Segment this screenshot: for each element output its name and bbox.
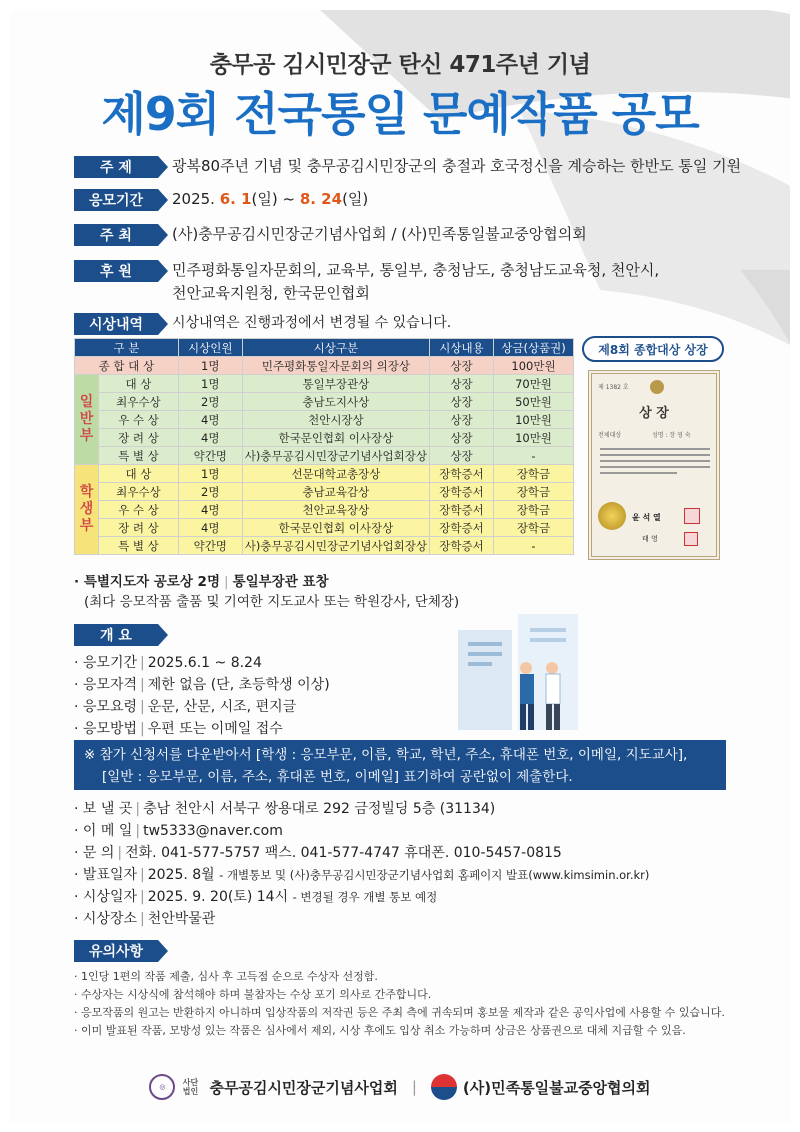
table-row <box>75 411 574 429</box>
header-category: 구 분 <box>75 339 179 357</box>
cell: 장학증서 <box>430 465 494 483</box>
cert-award: 전체대상 <box>598 432 622 439</box>
cell: 통일부장관상 <box>242 375 429 393</box>
cell: 1명 <box>178 357 242 375</box>
item-key: · 응모기간 <box>74 655 137 671</box>
cert-doc-no: 제 1382 호 <box>598 384 629 391</box>
subtitle: 충무공 김시민장군 탄신 471주년 기념 <box>209 52 591 78</box>
period-start: 6. 1 <box>219 190 252 208</box>
cell: 민주평화통일자문회의 의장상 <box>242 357 429 375</box>
org1-tag: 사단법인 <box>182 1078 199 1096</box>
cell: 선문대학교총장상 <box>242 465 429 483</box>
cell: 상장 <box>430 375 494 393</box>
period-end: 8. 24 <box>299 190 343 208</box>
certificate-image <box>588 370 720 560</box>
item-value: 2025. 9. 20(토) 14시 <box>147 889 289 905</box>
separator: | <box>224 574 229 590</box>
item-key: · 보 낼 곳 <box>74 801 133 817</box>
page-title: 제9회 전국통일 문예작품 공모 <box>101 87 699 141</box>
cell: 장학금 <box>494 501 574 519</box>
overview-item: · 응모요령 | 운문, 산문, 시조, 편지글 <box>74 696 296 718</box>
gold-seal-icon <box>598 502 626 530</box>
cell: 상장 <box>430 393 494 411</box>
cell: 100만원 <box>494 357 574 375</box>
header-prize: 상금(상품권) <box>494 339 574 357</box>
org1-seal-icon: ◎ <box>149 1074 175 1100</box>
item-key: · 발표일자 <box>74 867 137 883</box>
group-student: 학생부 <box>75 465 99 555</box>
cell: 4명 <box>178 519 242 537</box>
mentor-award <box>74 572 459 612</box>
cell: 천안교육장상 <box>242 501 429 519</box>
prize-table <box>74 338 574 555</box>
org1 <box>149 1074 397 1100</box>
label-host: 주 최 <box>74 224 158 246</box>
sponsor-text <box>172 259 659 305</box>
item-key: · 시상장소 <box>74 911 137 927</box>
item-key: · 이 메 일 <box>74 823 133 839</box>
org2-logo-icon <box>431 1074 457 1100</box>
notice-item: · 1인당 1편의 작품 제출, 심사 후 고득점 순으로 수상자 선정함. <box>74 970 378 983</box>
cert-president: 윤 석 열 <box>632 513 661 522</box>
cell: 50만원 <box>494 393 574 411</box>
item-value: 제한 없음 (단, 초등학생 이상) <box>147 677 330 693</box>
cell: - <box>494 447 574 465</box>
label-sponsor: 후 원 <box>74 260 158 282</box>
cell: 한국문인협회 이사장상 <box>242 519 429 537</box>
cell: 장학금 <box>494 519 574 537</box>
mentor-line1b: 통일부장관 표창 <box>232 574 329 590</box>
org2 <box>431 1074 651 1100</box>
cell: 사)충무공김시민장군기념사업회장상 <box>242 447 429 465</box>
table-row <box>75 537 574 555</box>
cell: - <box>494 537 574 555</box>
item-value: 천안박물관 <box>147 911 216 927</box>
cell: 10만원 <box>494 429 574 447</box>
cell: 최우수상 <box>99 483 179 501</box>
item-value: 2025.6.1 ~ 8.24 <box>147 655 262 671</box>
header-count: 시상인원 <box>178 339 242 357</box>
org2-name: (사)민족통일불교중앙협의회 <box>462 1078 651 1097</box>
cell: 상장 <box>430 447 494 465</box>
item-value: 충남 천안시 서북구 쌍용대로 292 금정빌딩 5층 (31134) <box>143 801 496 817</box>
host-text: (사)충무공김시민장군기념사업회 / (사)민족통일불교중앙협의회 <box>172 225 587 243</box>
cell: 우 수 상 <box>99 501 179 519</box>
label-period: 응모기간 <box>74 189 158 211</box>
red-stamp-icon <box>684 532 698 546</box>
item-note: - 개별통보 및 (사)충무공김시민장군기념사업회 홈페이지 발표(www.kimsimin.or.kr) <box>219 868 650 882</box>
cell: 장학증서 <box>430 483 494 501</box>
overview-item: · 응모기간 | 2025.6.1 ~ 8.24 <box>74 652 262 674</box>
cell: 사)충무공김시민장군기념사업회장상 <box>242 537 429 555</box>
period-mid: (일) ~ <box>251 190 300 208</box>
cell: 장학증서 <box>430 537 494 555</box>
cell: 약간명 <box>178 537 242 555</box>
item-value: 2025. 8월 <box>147 867 215 883</box>
item-key: · 시상일자 <box>74 889 137 905</box>
overview-item: · 응모자격 | 제한 없음 (단, 초등학생 이상) <box>74 674 330 696</box>
contact-item: · 이 메 일 | tw5333@naver.com <box>74 820 283 842</box>
item-key: · 응모자격 <box>74 677 137 693</box>
table-row <box>75 519 574 537</box>
cell: 4명 <box>178 501 242 519</box>
sponsor-line2: 천안교육지원청, 한국문인협회 <box>172 284 370 302</box>
table-row <box>75 393 574 411</box>
cell: 2명 <box>178 483 242 501</box>
overview-item: · 응모방법 | 우편 또는 이메일 접수 <box>74 718 283 740</box>
cert-title: 상 장 <box>639 406 669 421</box>
cell: 최우수상 <box>99 393 179 411</box>
cell: 약간명 <box>178 447 242 465</box>
period-prefix: 2025. <box>172 190 220 208</box>
cell: 장 려 상 <box>99 519 179 537</box>
table-header <box>75 339 574 357</box>
cell: 우 수 상 <box>99 411 179 429</box>
cell: 2명 <box>178 393 242 411</box>
mentor-line2: (최다 응모작품 출품 및 기여한 지도교사 또는 학원강사, 단체장) <box>84 594 460 610</box>
apply-line1: ※ 참가 신청서를 다운받아서 [학생 : 응모부문, 이름, 학교, 학년, 주소, 휴대폰 번호, 이메일, 지도교사], <box>84 747 688 763</box>
header-award: 시상구분 <box>242 339 429 357</box>
table-row <box>75 429 574 447</box>
footer <box>0 1072 800 1102</box>
certificate-panel <box>582 336 724 566</box>
red-stamp-icon <box>684 508 700 524</box>
item-note: - 변경될 경우 개별 통보 예정 <box>292 890 438 904</box>
table-row <box>75 501 574 519</box>
label-notice: 유의사항 <box>74 940 158 962</box>
table-row <box>75 483 574 501</box>
cell: 1명 <box>178 465 242 483</box>
mentor-line1a: · 특별지도자 공로상 2명 <box>74 574 220 590</box>
cell: 상장 <box>430 429 494 447</box>
cell: 천안시장상 <box>242 411 429 429</box>
cell: 70만원 <box>494 375 574 393</box>
cell: 상장 <box>430 411 494 429</box>
label-awards: 시상내역 <box>74 313 158 335</box>
cell: 충남교육감상 <box>242 483 429 501</box>
cert-name: 성명 : 장 영 숙 <box>652 432 691 439</box>
header-content: 시상내용 <box>430 339 494 357</box>
cell: 4명 <box>178 411 242 429</box>
item-key: · 문 의 <box>74 845 115 861</box>
cell: 특 별 상 <box>99 537 179 555</box>
cert-chair: 태 영 <box>642 535 658 543</box>
period-text <box>172 188 368 211</box>
notice-item: · 이미 발표된 작품, 모방성 있는 작품은 심사에서 제외, 시상 후에도 입상 취소 가능하며 상금은 상품권으로 대체 지급할 수 있음. <box>74 1024 686 1037</box>
apply-instruction <box>74 740 726 790</box>
org1-name: 충무공김시민장군기념사업회 <box>209 1078 398 1097</box>
item-value: 전화. 041-577-5757 팩스. 041-577-4747 휴대폰. 010-5457-0815 <box>125 845 562 861</box>
awards-text: 시상내역은 진행과정에서 변경될 수 있습니다. <box>172 315 452 331</box>
item-key: · 응모요령 <box>74 699 137 715</box>
notice-item: · 응모작품의 원고는 반환하지 아니하며 입상작품의 저작권 등은 주최 측에 귀속되며 홍보물 제작과 같은 공익사업에 사용할 수 있습니다. <box>74 1006 725 1019</box>
contact-item: · 시상일자 | 2025. 9. 20(토) 14시 - 변경될 경우 개별 통보 예정 <box>74 886 437 908</box>
period-suffix: (일) <box>342 190 369 208</box>
contact-item: · 보 낼 곳 | 충남 천안시 서북구 쌍용대로 292 금정빌딩 5층 (31134) <box>74 798 495 820</box>
cell: 한국문인협회 이사장상 <box>242 429 429 447</box>
label-theme: 주 제 <box>74 156 158 178</box>
cell: 대 상 <box>99 375 179 393</box>
apply-line2: [일반 : 응모부문, 이름, 주소, 휴대폰 번호, 이메일] 표기하여 공란없이 제출한다. <box>102 769 573 785</box>
cell: 장학증서 <box>430 501 494 519</box>
sponsor-line1: 민주평화통일자문회의, 교육부, 통일부, 충청남도, 충청남도교육청, 천안시, <box>172 261 660 279</box>
cell: 특 별 상 <box>99 447 179 465</box>
cell: 10만원 <box>494 411 574 429</box>
cell: 장학증서 <box>430 519 494 537</box>
cell: 상장 <box>430 357 494 375</box>
cell: 대 상 <box>99 465 179 483</box>
cell: 장학금 <box>494 465 574 483</box>
table-row <box>75 357 574 375</box>
item-value[interactable]: tw5333@naver.com <box>143 823 283 839</box>
contact-item: · 문 의 | 전화. 041-577-5757 팩스. 041-577-4747 휴대폰. 010-5457-0815 <box>74 842 562 864</box>
separator: | <box>411 1078 417 1096</box>
emblem-icon <box>650 380 664 394</box>
contact-item: · 시상장소 | 천안박물관 <box>74 908 215 930</box>
label-overview: 개 요 <box>74 624 158 646</box>
notice-item: · 수상자는 시상식에 참석해야 하며 불참자는 수상 포기 의사로 간주합니다. <box>74 988 432 1001</box>
item-value: 운문, 산문, 시조, 편지글 <box>147 699 297 715</box>
group-general: 일반부 <box>75 375 99 465</box>
contact-item: · 발표일자 | 2025. 8월 - 개별통보 및 (사)충무공김시민장군기념사업회 홈페이지 발표(www.kimsimin.or.kr) <box>74 864 649 886</box>
cell: 장학금 <box>494 483 574 501</box>
table-row <box>75 375 574 393</box>
cert-body-lines <box>600 444 710 484</box>
item-value: 우편 또는 이메일 접수 <box>147 721 283 737</box>
cell: 장 려 상 <box>99 429 179 447</box>
cell: 종 합 대 상 <box>75 357 179 375</box>
cell: 4명 <box>178 429 242 447</box>
table-row <box>75 465 574 483</box>
cell: 충남도지사상 <box>242 393 429 411</box>
theme-text: 광복80주년 기념 및 충무공김시민장군의 충절과 호국정신을 계승하는 한반도 통일 기원 <box>172 157 742 175</box>
cell: 1명 <box>178 375 242 393</box>
certificate-heading: 제8회 종합대상 상장 <box>582 336 724 362</box>
table-row <box>75 447 574 465</box>
item-key: · 응모방법 <box>74 721 137 737</box>
people-illustration <box>440 610 640 738</box>
